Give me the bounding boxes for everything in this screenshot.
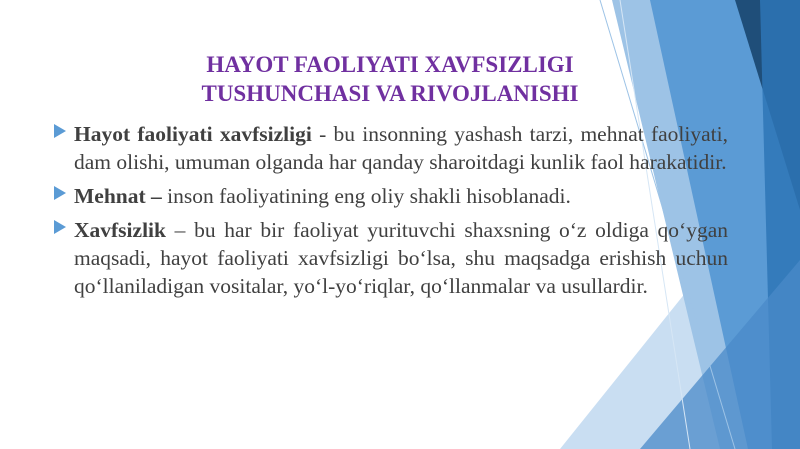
bullet-dash: – — [165, 218, 195, 242]
bullet-dash: - — [311, 122, 334, 146]
bullet-item — [54, 182, 728, 210]
bullet-list — [54, 120, 728, 306]
title-line-2: TUSHUNCHASI VA RIVOJLANISHI — [201, 81, 579, 106]
bullet-term: Xavfsizlik — [74, 218, 166, 242]
bullet-arrow-icon — [54, 220, 66, 234]
bullet-item — [54, 216, 728, 300]
bullet-term: Mehnat – — [74, 184, 162, 208]
title-line-1: HAYOT FAOLIYATI XAVFSIZLIGI — [206, 52, 574, 77]
bullet-term: Hayot faoliyati xavfsizligi — [74, 122, 312, 146]
bullet-item — [54, 120, 728, 176]
bullet-arrow-icon — [54, 186, 66, 200]
bullet-text: inson faoliyatining eng oliy shakli hisoblanadi. — [167, 184, 571, 208]
bullet-text: bu har bir faoliyat yurituvchi shaxsning o‘z oldiga qo‘ygan maqsadi, hayot faoliyati xavfsizligi bo‘lsa, shu maqsadga erishish uchun qo‘llaniladigan vositalar, yo‘l-yo‘riqlar, qo‘llanmalar va usullardir. — [74, 218, 728, 298]
bullet-text: bu insonning yashash tarzi, mehnat faoliyati, dam olishi, umuman olganda har qanday sharoitdagi kunlik faol harakatidir. — [74, 122, 728, 174]
slide-title — [100, 50, 680, 108]
bullet-arrow-icon — [54, 124, 66, 138]
